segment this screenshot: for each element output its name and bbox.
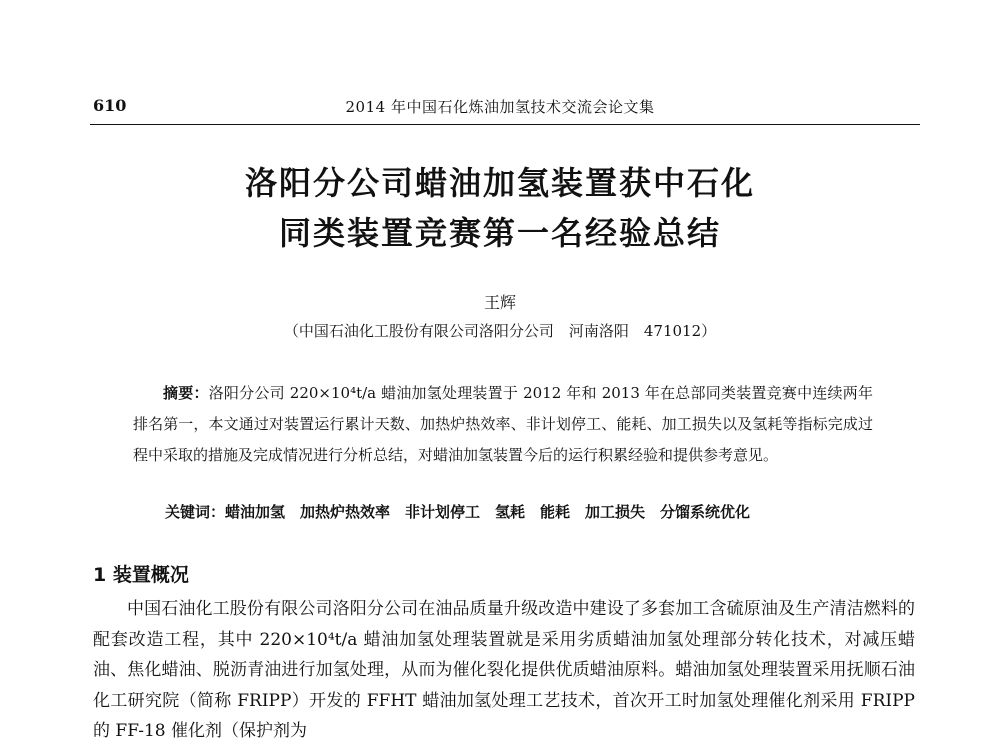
journal-title: 2014 年中国石化炼油加氢技术交流会论文集 (345, 98, 655, 116)
abstract-text: 洛阳分公司 220×10⁴t/a 蜡油加氢处理装置于 2012 年和 2013 年在总部同类装置竞赛中连续两年排名第一，本文通过对装置运行累计天数、加热炉热效率、非计划停工、能耗、加工损失以及氢耗等指标完成过程中采取的措施及完成情况进行分析总结，对蜡油加氢装置今后的运行积累经验和提供参考意见。 (133, 384, 873, 464)
abstract (133, 378, 873, 471)
page-number: 610 (93, 96, 127, 115)
section-heading: 1 装置概况 (93, 564, 189, 586)
title-line-2: 同类装置竞赛第一名经验总结 (278, 214, 721, 252)
author-name: 王辉 (483, 293, 516, 312)
keywords: 关键词：蜡油加氢 加热炉热效率 非计划停工 氢耗 能耗 加工损失 分馏系统优化 (165, 503, 751, 521)
title-line-1: 洛阳分公司蜡油加氢装置获中石化 (244, 164, 755, 202)
header-rule (90, 124, 920, 125)
body-paragraph: 中国石油化工股份有限公司洛阳分公司在油品质量升级改造中建设了多套加工含硫原油及生产清洁燃料的配套改造工程，其中 220×10⁴t/a 蜡油加氢处理装置就是采用劣质蜡油加氢处理部分转化技术，对减压蜡油、焦化蜡油、脱沥青油进行加氢处理，从而为催化裂化提供优质蜡油原料。蜡油加氢处理装置采用抚顺石油化工研究院（简称 FRIPP）开发的 FFHT 蜡油加氢处理工艺技术，首次开工时加氢处理催化剂采用 FRIPP 的 FF-18 催化剂（保护剂为 (93, 599, 915, 741)
author-affiliation: （中国石油化工股份有限公司洛阳分公司 河南洛阳 471012） (283, 322, 717, 340)
article-title (0, 158, 1000, 258)
abstract-label: 摘要： (163, 384, 209, 402)
